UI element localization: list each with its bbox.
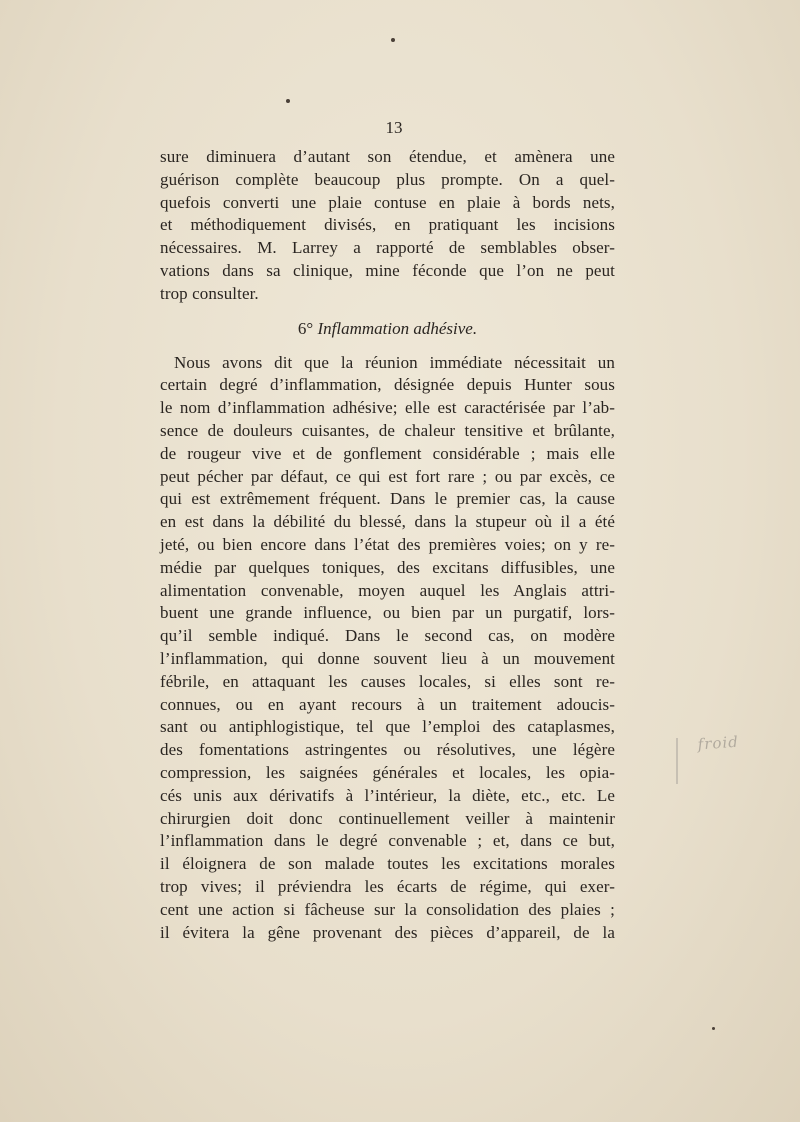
paper-speck <box>391 38 395 42</box>
text-line: qui est extrêmement fréquent. Dans le premier cas, la cause <box>160 489 615 509</box>
text-line: sure diminuera d’autant son étendue, et amènera une <box>160 147 615 166</box>
text-line: trop vives; il préviendra les écarts de régime, qui exer- <box>160 876 615 896</box>
text-line: buent une grande influence, ou bien par un purgatif, lors- <box>160 603 615 623</box>
body-text <box>160 146 615 944</box>
section-heading <box>160 306 615 352</box>
text-line: compression, les saignées générales et locales, les opia- <box>160 762 615 782</box>
text-line: vations dans sa clinique, mine féconde que l’on ne peut <box>160 260 615 280</box>
text-line: certain degré d’inflammation, désignée depuis Hunter sous <box>160 375 615 395</box>
text-line: cés unis aux dérivatifs à l’intérieur, la diète, etc., etc. Le <box>160 785 615 805</box>
margin-annotation: froid <box>697 732 740 754</box>
text-line: trop consulter. <box>160 283 259 303</box>
section-title: Inflammation adhésive. <box>317 318 478 338</box>
margin-pencil-mark <box>676 738 678 784</box>
text-line: quefois converti une plaie contuse en plaie à bords nets, <box>160 192 615 212</box>
paper-speck <box>286 99 290 103</box>
text-line: il éloignera de son malade toutes les excitations morales <box>160 854 615 874</box>
text-line: médie par quelques toniques, des excitans diffusibles, une <box>160 557 615 577</box>
paragraph <box>160 352 615 945</box>
paper-speck <box>712 1027 715 1030</box>
text-line: peut pécher par défaut, ce qui est fort rare ; ou par excès, ce <box>160 466 615 486</box>
text-line: l’inflammation dans le degré convenable ; et, dans ce but, <box>160 831 615 851</box>
paragraph-continuation <box>160 146 615 306</box>
text-line: sant ou antiphlogistique, tel que l’emploi des cataplasmes, <box>160 717 615 737</box>
text-line: l’inflammation, qui donne souvent lieu à un mouvement <box>160 648 615 668</box>
text-line: de rougeur vive et de gonflement considérable ; mais elle <box>160 443 615 463</box>
text-line: et méthodiquement divisés, en pratiquant les incisions <box>160 215 615 235</box>
text-line: fébrile, en attaquant les causes locales, si elles sont re- <box>160 671 615 691</box>
section-number: 6° <box>297 318 314 338</box>
text-line: qu’il semble indiqué. Dans le second cas, on modère <box>160 626 615 646</box>
page-number: 13 <box>385 118 403 137</box>
text-line: jeté, ou bien encore dans l’état des premières voies; on y re- <box>160 534 615 554</box>
text-line: cent une action si fâcheuse sur la consolidation des plaies ; <box>160 899 615 919</box>
text-line: Nous avons dit que la réunion immédiate nécessitait un <box>174 352 615 372</box>
text-line: en est dans la débilité du blessé, dans la stupeur où il a été <box>160 512 615 532</box>
text-line: chirurgien doit donc continuellement veiller à maintenir <box>160 808 615 828</box>
text-line: le nom d’inflammation adhésive; elle est caractérisée par l’ab- <box>160 398 615 418</box>
text-line: guérison complète beaucoup plus prompte. On a quel- <box>160 169 615 189</box>
text-line: nécessaires. M. Larrey a rapporté de semblables obser- <box>160 238 615 258</box>
text-line: alimentation convenable, moyen auquel les Anglais attri- <box>160 580 615 600</box>
text-line: des fomentations astringentes ou résolutives, une légère <box>160 740 615 760</box>
text-line: il évitera la gêne provenant des pièces d’appareil, de la <box>160 922 615 942</box>
text-line: sence de douleurs cuisantes, de chaleur tensitive et brûlante, <box>160 420 615 440</box>
text-line: connues, ou en ayant recours à un traitement adoucis- <box>160 694 615 714</box>
